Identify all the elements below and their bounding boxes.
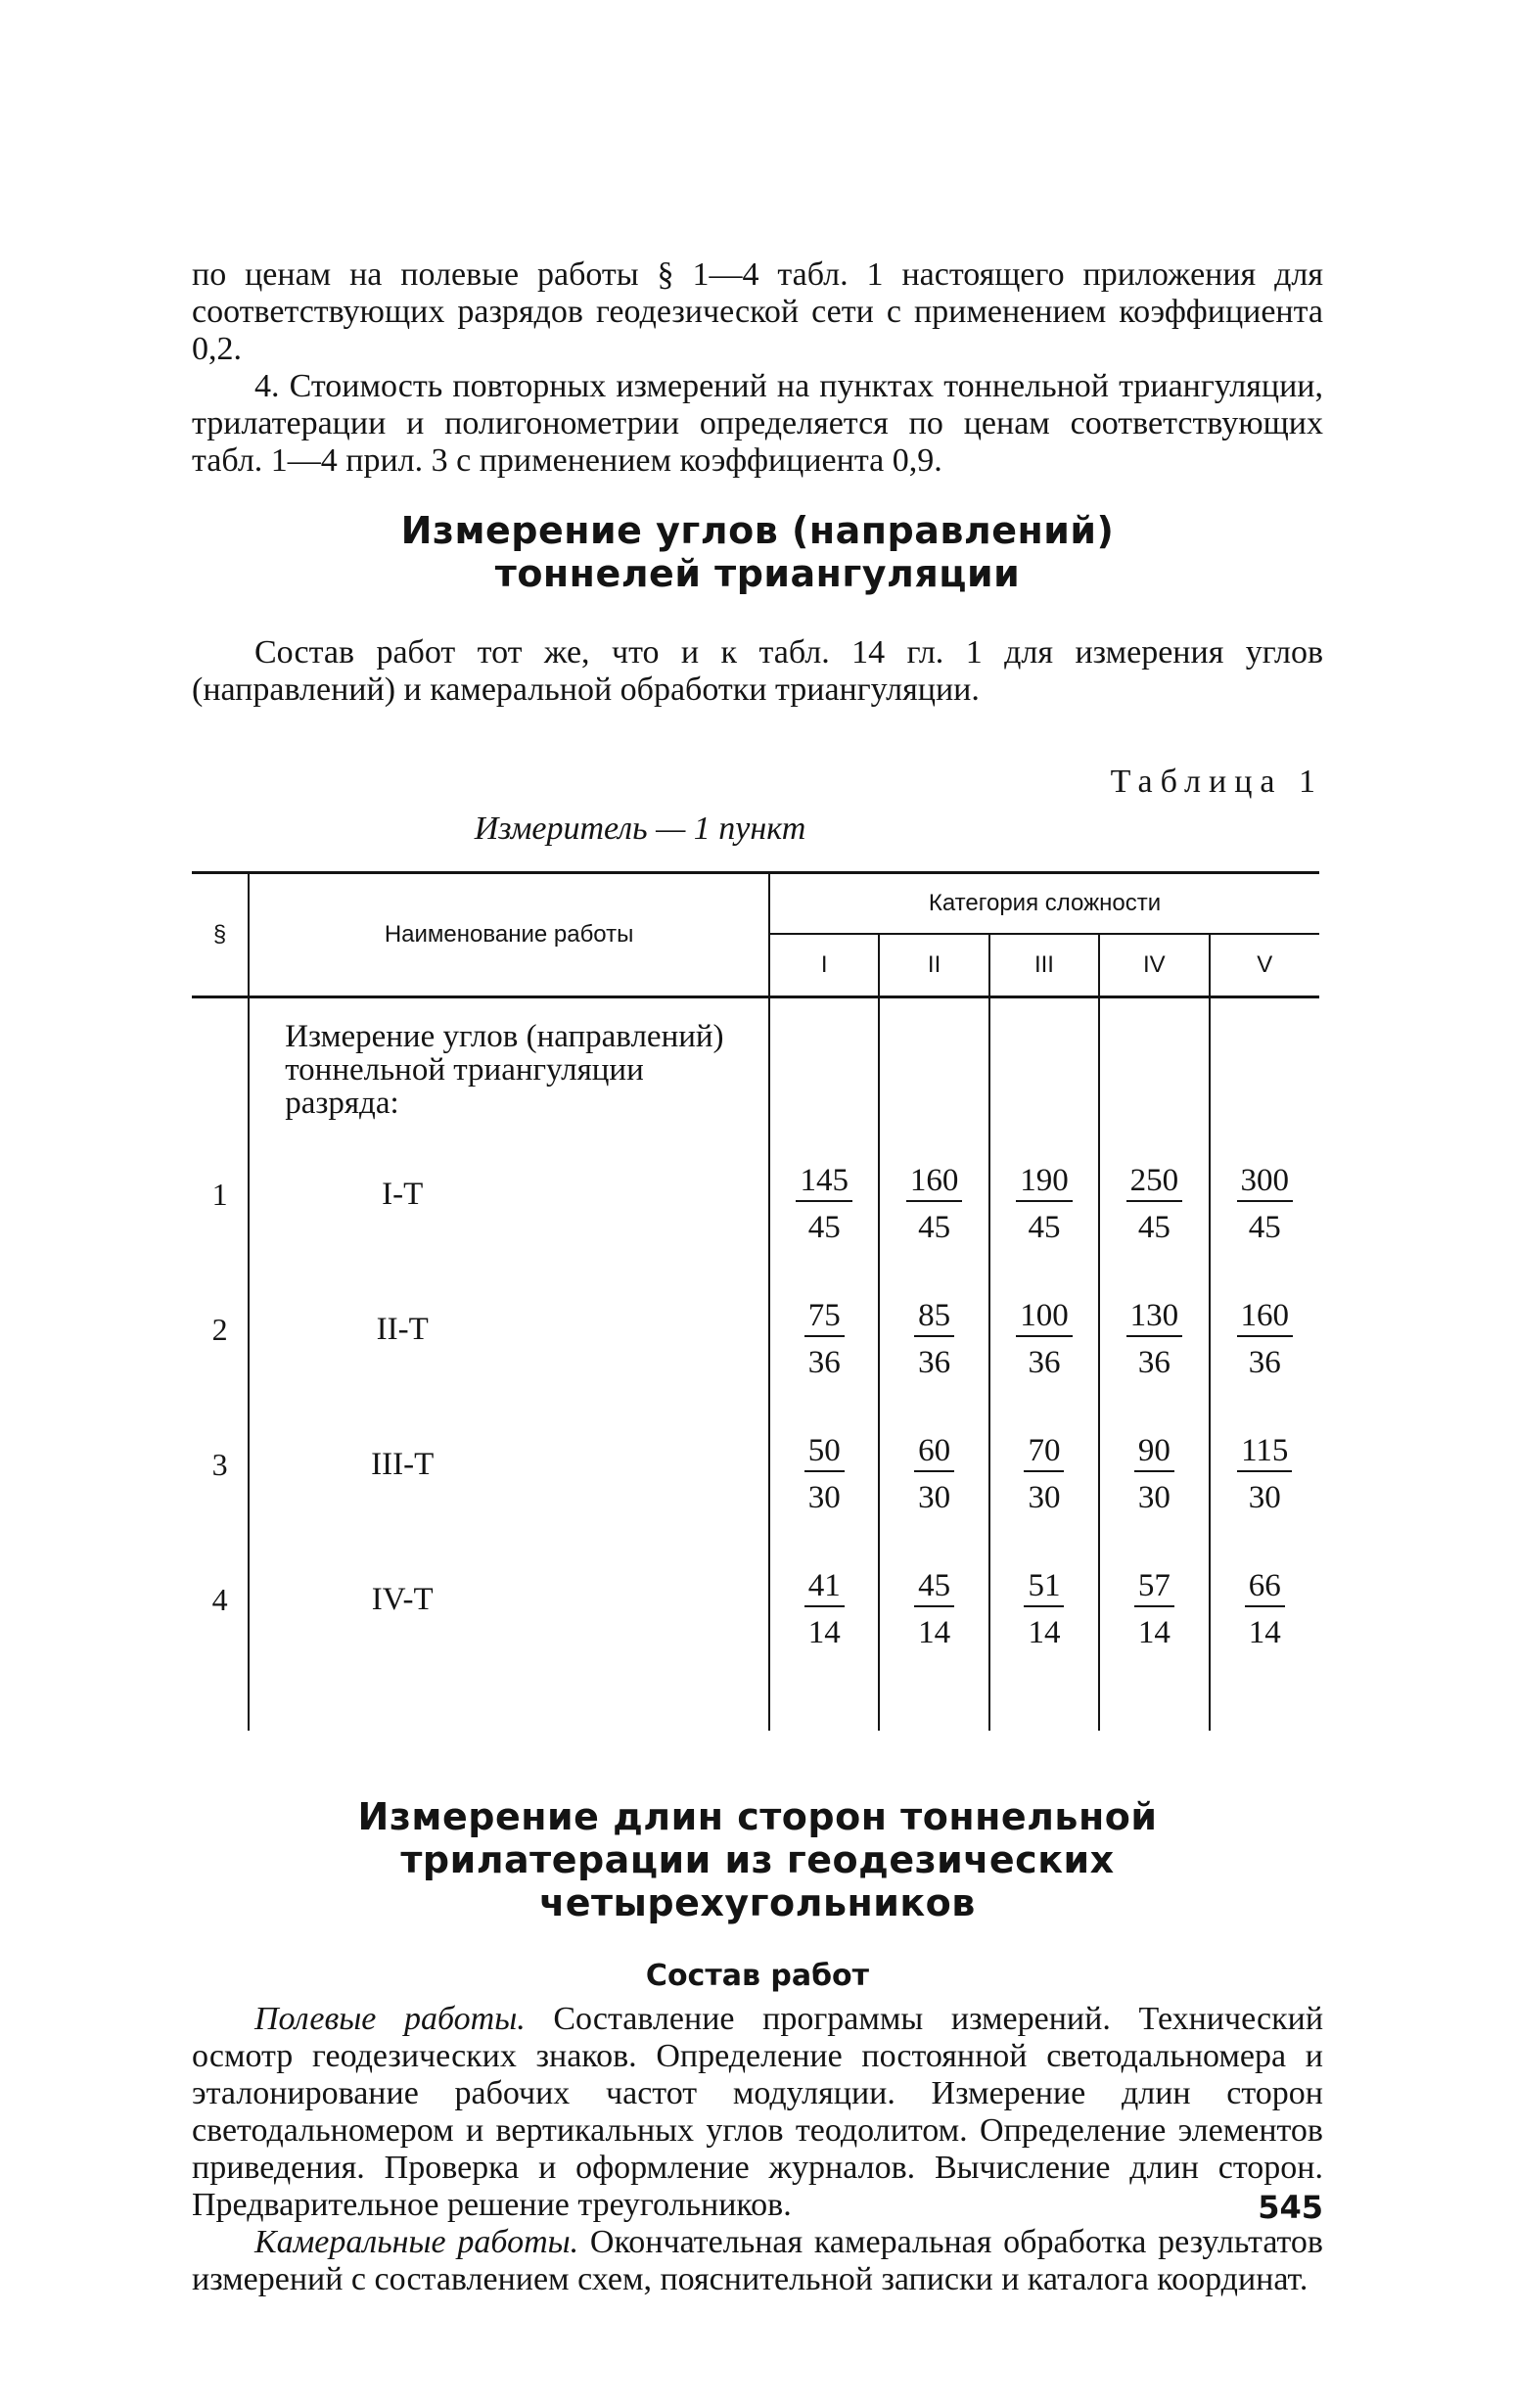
price-numerator: 75 (804, 1296, 845, 1337)
table-row (192, 1551, 1319, 1686)
header-category-5: V (1210, 934, 1319, 997)
header-category: Категория сложности (769, 873, 1319, 935)
price-cell (1099, 1280, 1209, 1415)
price-denominator: 14 (1137, 1615, 1171, 1650)
price-cell (1099, 1145, 1209, 1280)
section-2-subtitle: Состав работ (645, 1959, 870, 1993)
table-group-row (192, 997, 1319, 1146)
row-number: 1 (211, 1177, 228, 1212)
header-name: Наименование работы (249, 873, 769, 997)
price-cell (769, 1145, 879, 1280)
price-denominator: 36 (1028, 1345, 1061, 1380)
row-number: 4 (211, 1582, 228, 1617)
price-cell (879, 1551, 988, 1686)
price-denominator: 45 (1248, 1210, 1281, 1245)
price-cell (1210, 1551, 1319, 1686)
price-cell (769, 1415, 879, 1551)
price-denominator: 30 (807, 1480, 841, 1515)
price-numerator: 100 (1016, 1296, 1073, 1337)
price-denominator: 14 (1028, 1615, 1061, 1650)
price-table (192, 871, 1319, 1731)
price-denominator: 45 (1028, 1210, 1061, 1245)
price-cell (879, 1415, 988, 1551)
section-2-title: Измерение длин сторон тоннельной трилатерации из геодезических четырехугольников (357, 1795, 1158, 1924)
field-works-text: Составление программы измерений. Технический осмотр геодезических знаков. Определение постоянной светодальномера и эталонирование рабочих частот модуляции. Измерение длин сторон светодальномером и вертикальных углов теодолитом. Определение элементов приведения. Проверка и оформление журналов. Вычисление длин сторон. Предварительное решение треугольников. (192, 2001, 1324, 2223)
price-denominator: 45 (807, 1210, 841, 1245)
price-cell (1210, 1145, 1319, 1280)
price-cell (989, 1551, 1099, 1686)
field-works-paragraph (192, 2001, 1323, 2224)
price-numerator: 160 (906, 1161, 963, 1202)
price-cell (1210, 1280, 1319, 1415)
price-numerator: 130 (1126, 1296, 1183, 1337)
price-numerator: 60 (914, 1431, 954, 1472)
office-works-text: Окончательная камеральная обработка результатов измерений с составлением схем, пояснительной записки и каталога координат. (192, 2224, 1323, 2297)
price-cell (769, 1280, 879, 1415)
price-numerator: 90 (1134, 1431, 1174, 1472)
price-numerator: 160 (1237, 1296, 1294, 1337)
row-name: II-Т (376, 1312, 429, 1347)
header-category-1: I (769, 934, 879, 997)
price-cell (989, 1145, 1099, 1280)
price-numerator: 41 (804, 1566, 845, 1607)
price-denominator: 30 (1248, 1480, 1281, 1515)
intro-paragraph-1: по ценам на полевые работы § 1—4 табл. 1 настоящего приложения для соответствующих разрядов геодезической сети с применением коэффициента 0,2. (192, 256, 1323, 367)
price-denominator: 36 (918, 1345, 951, 1380)
price-cell (989, 1280, 1099, 1415)
price-denominator: 14 (918, 1615, 951, 1650)
price-numerator: 145 (796, 1161, 852, 1202)
price-denominator: 14 (1248, 1615, 1281, 1650)
price-denominator: 14 (807, 1615, 841, 1650)
table-row (192, 1415, 1319, 1551)
price-denominator: 45 (918, 1210, 951, 1245)
price-denominator: 30 (1137, 1480, 1171, 1515)
section-1-title: Измерение углов (направлений) тоннелей триангуляции (400, 509, 1115, 595)
table-row (192, 1145, 1319, 1280)
office-works-label: Камеральные работы. (254, 2224, 579, 2260)
price-numerator: 51 (1024, 1566, 1064, 1607)
table-row (192, 1280, 1319, 1415)
price-denominator: 45 (1137, 1210, 1171, 1245)
price-denominator: 36 (807, 1345, 841, 1380)
price-numerator: 115 (1237, 1431, 1292, 1472)
row-name: I-Т (382, 1177, 424, 1212)
price-cell (1210, 1415, 1319, 1551)
header-section: § (192, 873, 249, 997)
header-category-2: II (879, 934, 988, 997)
price-numerator: 50 (804, 1431, 845, 1472)
row-name: IV-Т (371, 1582, 434, 1617)
page (192, 256, 1323, 2298)
price-numerator: 45 (914, 1566, 954, 1607)
office-works-paragraph (192, 2224, 1323, 2298)
section-1-description: Состав работ тот же, что и к табл. 14 гл. 1 для измерения углов (направлений) и камеральной обработки триангуляции. (192, 634, 1323, 708)
price-numerator: 250 (1126, 1161, 1183, 1202)
price-cell (1099, 1551, 1209, 1686)
price-cell (769, 1551, 879, 1686)
price-cell (1099, 1415, 1209, 1551)
price-denominator: 36 (1137, 1345, 1171, 1380)
price-cell (879, 1145, 988, 1280)
price-numerator: 70 (1024, 1431, 1064, 1472)
intro-paragraph-2: 4. Стоимость повторных измерений на пунктах тоннельной триангуляции, трилатерации и полигонометрии определяется по ценам соответствующих табл. 1—4 прил. 3 с применением коэффициента 0,9. (192, 368, 1323, 479)
row-number: 2 (211, 1312, 228, 1347)
price-numerator: 190 (1016, 1161, 1073, 1202)
table-measure: Измеритель — 1 пункт (474, 810, 806, 847)
field-works-label: Полевые работы. (254, 2001, 526, 2037)
price-denominator: 30 (918, 1480, 951, 1515)
price-numerator: 85 (914, 1296, 954, 1337)
header-category-4: IV (1099, 934, 1209, 997)
price-denominator: 30 (1028, 1480, 1061, 1515)
price-numerator: 66 (1245, 1566, 1285, 1607)
group-label: Измерение углов (направлений) тоннельной триангуляции разряда: (249, 997, 769, 1146)
row-name: III-Т (371, 1447, 435, 1482)
header-category-3: III (989, 934, 1099, 997)
price-numerator: 300 (1237, 1161, 1294, 1202)
price-denominator: 36 (1248, 1345, 1281, 1380)
price-cell (879, 1280, 988, 1415)
table-label: Таблица 1 (1110, 764, 1323, 800)
row-number: 3 (211, 1447, 228, 1482)
price-cell (989, 1415, 1099, 1551)
price-numerator: 57 (1134, 1566, 1174, 1607)
page-number: 545 (1258, 2189, 1323, 2226)
